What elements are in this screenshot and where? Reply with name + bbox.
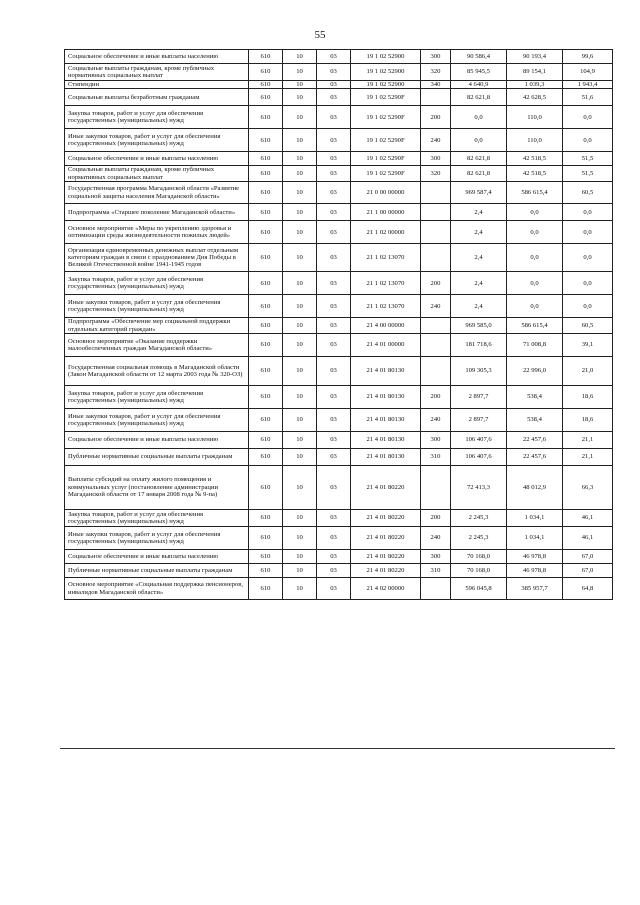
planned-amount: 4 640,9 xyxy=(451,81,507,89)
section-code: 10 xyxy=(283,182,317,204)
table-row xyxy=(65,550,613,564)
budget-table-body xyxy=(65,50,613,600)
admin-code: 610 xyxy=(249,244,283,272)
planned-amount: 0,0 xyxy=(451,129,507,152)
planned-amount: 109 305,3 xyxy=(451,357,507,386)
execution-percent: 0,0 xyxy=(563,221,613,244)
section-code: 10 xyxy=(283,204,317,221)
execution-percent: 104,9 xyxy=(563,64,613,81)
admin-code: 610 xyxy=(249,106,283,129)
subsection-code: 03 xyxy=(317,244,351,272)
expense-type-code xyxy=(421,221,451,244)
actual-amount: 0,0 xyxy=(507,244,563,272)
expense-type-code: 320 xyxy=(421,166,451,182)
execution-percent: 1 943,4 xyxy=(563,81,613,89)
admin-code: 610 xyxy=(249,449,283,466)
admin-code: 610 xyxy=(249,166,283,182)
row-name: Закупка товаров, работ и услуг для обеспечения государственных (муниципальных) нужд xyxy=(65,106,249,129)
section-code: 10 xyxy=(283,409,317,432)
execution-percent: 0,0 xyxy=(563,244,613,272)
subsection-code: 03 xyxy=(317,334,351,357)
admin-code: 610 xyxy=(249,204,283,221)
target-article-code: 21 4 01 80220 xyxy=(351,564,421,578)
admin-code: 610 xyxy=(249,409,283,432)
planned-amount: 72 413,3 xyxy=(451,466,507,510)
section-code: 10 xyxy=(283,449,317,466)
execution-percent: 0,0 xyxy=(563,204,613,221)
table-row xyxy=(65,182,613,204)
target-article-code: 21 4 00 00000 xyxy=(351,318,421,334)
row-name: Основное мероприятие «Социальная поддержка пенсионеров, инвалидов Магаданской области» xyxy=(65,578,249,600)
subsection-code: 03 xyxy=(317,449,351,466)
section-code: 10 xyxy=(283,432,317,449)
target-article-code: 21 4 01 80220 xyxy=(351,510,421,527)
section-code: 10 xyxy=(283,81,317,89)
row-name: Подпрограмма «Обеспечение мер социальной поддержки отдельных категорий граждан» xyxy=(65,318,249,334)
execution-percent: 46,1 xyxy=(563,527,613,550)
execution-percent: 18,6 xyxy=(563,409,613,432)
actual-amount: 89 154,1 xyxy=(507,64,563,81)
planned-amount: 2 245,3 xyxy=(451,527,507,550)
row-name: Основное мероприятие «Меры по укреплению здоровья и оптимизации среды жизнедеятельности пожилых людей» xyxy=(65,221,249,244)
expense-type-code: 240 xyxy=(421,527,451,550)
section-code: 10 xyxy=(283,564,317,578)
target-article-code: 21 4 01 80220 xyxy=(351,527,421,550)
table-row xyxy=(65,204,613,221)
target-article-code: 21 4 01 80220 xyxy=(351,466,421,510)
planned-amount: 181 718,6 xyxy=(451,334,507,357)
admin-code: 610 xyxy=(249,432,283,449)
admin-code: 610 xyxy=(249,152,283,166)
subsection-code: 03 xyxy=(317,409,351,432)
expense-type-code: 240 xyxy=(421,409,451,432)
execution-percent: 21,1 xyxy=(563,449,613,466)
execution-percent: 0,0 xyxy=(563,129,613,152)
actual-amount: 46 978,8 xyxy=(507,564,563,578)
row-name: Стипендии xyxy=(65,81,249,89)
actual-amount: 42 518,5 xyxy=(507,166,563,182)
admin-code: 610 xyxy=(249,81,283,89)
target-article-code: 19 1 02 5290F xyxy=(351,106,421,129)
target-article-code: 21 4 02 00000 xyxy=(351,578,421,600)
subsection-code: 03 xyxy=(317,221,351,244)
expense-type-code: 200 xyxy=(421,386,451,409)
table-row xyxy=(65,221,613,244)
table-row xyxy=(65,89,613,106)
subsection-code: 03 xyxy=(317,182,351,204)
subsection-code: 03 xyxy=(317,166,351,182)
subsection-code: 03 xyxy=(317,510,351,527)
expense-type-code xyxy=(421,318,451,334)
section-code: 10 xyxy=(283,550,317,564)
target-article-code: 21 4 01 80130 xyxy=(351,432,421,449)
actual-amount: 42 518,5 xyxy=(507,152,563,166)
expense-type-code: 310 xyxy=(421,564,451,578)
actual-amount: 22 457,6 xyxy=(507,449,563,466)
admin-code: 610 xyxy=(249,318,283,334)
admin-code: 610 xyxy=(249,510,283,527)
section-code: 10 xyxy=(283,244,317,272)
row-name: Иные закупки товаров, работ и услуг для обеспечения государственных (муниципальных) нужд xyxy=(65,409,249,432)
expense-type-code: 320 xyxy=(421,64,451,81)
subsection-code: 03 xyxy=(317,129,351,152)
admin-code: 610 xyxy=(249,357,283,386)
planned-amount: 82 621,8 xyxy=(451,89,507,106)
section-code: 10 xyxy=(283,50,317,64)
planned-amount: 85 945,5 xyxy=(451,64,507,81)
actual-amount: 538,4 xyxy=(507,386,563,409)
actual-amount: 1 034,1 xyxy=(507,527,563,550)
section-code: 10 xyxy=(283,129,317,152)
expense-type-code xyxy=(421,244,451,272)
subsection-code: 03 xyxy=(317,550,351,564)
actual-amount: 42 628,5 xyxy=(507,89,563,106)
expense-type-code xyxy=(421,578,451,600)
subsection-code: 03 xyxy=(317,295,351,318)
subsection-code: 03 xyxy=(317,204,351,221)
expense-type-code: 300 xyxy=(421,50,451,64)
row-name: Подпрограмма «Старшее поколение Магаданской области» xyxy=(65,204,249,221)
expense-type-code: 300 xyxy=(421,152,451,166)
execution-percent: 99,6 xyxy=(563,50,613,64)
actual-amount: 90 193,4 xyxy=(507,50,563,64)
row-name: Организация единовременных денежных выплат отдельным категориям граждан в связи с празднованием Дня Победы в Великой Отечественной войне 1941-1945 годов xyxy=(65,244,249,272)
admin-code: 610 xyxy=(249,64,283,81)
subsection-code: 03 xyxy=(317,564,351,578)
target-article-code: 21 1 02 13070 xyxy=(351,244,421,272)
table-row xyxy=(65,106,613,129)
execution-percent: 51,5 xyxy=(563,166,613,182)
table-row xyxy=(65,357,613,386)
actual-amount: 22 457,6 xyxy=(507,432,563,449)
section-code: 10 xyxy=(283,166,317,182)
subsection-code: 03 xyxy=(317,466,351,510)
planned-amount: 82 621,8 xyxy=(451,166,507,182)
expense-type-code xyxy=(421,357,451,386)
actual-amount: 0,0 xyxy=(507,295,563,318)
planned-amount: 2,4 xyxy=(451,295,507,318)
table-row xyxy=(65,432,613,449)
target-article-code: 21 4 01 80130 xyxy=(351,357,421,386)
actual-amount: 1 034,1 xyxy=(507,510,563,527)
section-code: 10 xyxy=(283,89,317,106)
row-name: Социальные выплаты гражданам, кроме публичных нормативных социальных выплат xyxy=(65,166,249,182)
admin-code: 610 xyxy=(249,527,283,550)
actual-amount: 1 039,3 xyxy=(507,81,563,89)
table-row xyxy=(65,527,613,550)
planned-amount: 70 168,0 xyxy=(451,564,507,578)
target-article-code: 21 4 01 80130 xyxy=(351,449,421,466)
row-name: Государственная социальная помощь в Магаданской области (Закон Магаданской области от 12 марта 2003 года № 320-ОЗ) xyxy=(65,357,249,386)
actual-amount: 0,0 xyxy=(507,204,563,221)
admin-code: 610 xyxy=(249,578,283,600)
subsection-code: 03 xyxy=(317,386,351,409)
section-code: 10 xyxy=(283,334,317,357)
row-name: Закупка товаров, работ и услуг для обеспечения государственных (муниципальных) нужд xyxy=(65,386,249,409)
row-name: Закупка товаров, работ и услуг для обеспечения государственных (муниципальных) нужд xyxy=(65,510,249,527)
target-article-code: 19 1 02 5290F xyxy=(351,89,421,106)
admin-code: 610 xyxy=(249,564,283,578)
table-row xyxy=(65,166,613,182)
execution-percent: 0,0 xyxy=(563,295,613,318)
table-row xyxy=(65,64,613,81)
row-name: Социальные выплаты гражданам, кроме публичных нормативных социальных выплат xyxy=(65,64,249,81)
planned-amount: 596 045,8 xyxy=(451,578,507,600)
admin-code: 610 xyxy=(249,334,283,357)
row-name: Выплаты субсидий на оплату жилого помещения и коммунальных услуг (постановление администрации Магаданской области от 17 января 2008 года № 9-па) xyxy=(65,466,249,510)
target-article-code: 21 4 01 80130 xyxy=(351,386,421,409)
admin-code: 610 xyxy=(249,295,283,318)
section-code: 10 xyxy=(283,510,317,527)
row-name: Иные закупки товаров, работ и услуг для обеспечения государственных (муниципальных) нужд xyxy=(65,295,249,318)
row-name: Иные закупки товаров, работ и услуг для обеспечения государственных (муниципальных) нужд xyxy=(65,129,249,152)
expense-type-code: 240 xyxy=(421,295,451,318)
page-number: 55 xyxy=(314,29,326,41)
target-article-code: 19 1 02 52900 xyxy=(351,81,421,89)
actual-amount: 46 978,8 xyxy=(507,550,563,564)
execution-percent: 51,6 xyxy=(563,89,613,106)
subsection-code: 03 xyxy=(317,89,351,106)
section-code: 10 xyxy=(283,578,317,600)
table-row xyxy=(65,578,613,600)
expense-type-code: 240 xyxy=(421,129,451,152)
admin-code: 610 xyxy=(249,182,283,204)
target-article-code: 21 4 01 00000 xyxy=(351,334,421,357)
actual-amount: 538,4 xyxy=(507,409,563,432)
actual-amount: 0,0 xyxy=(507,221,563,244)
execution-percent: 21,1 xyxy=(563,432,613,449)
row-name: Публичные нормативные социальные выплаты гражданам xyxy=(65,449,249,466)
footer-separator-line xyxy=(60,748,615,749)
target-article-code: 19 1 02 5290F xyxy=(351,166,421,182)
execution-percent: 60,5 xyxy=(563,318,613,334)
table-row xyxy=(65,272,613,295)
section-code: 10 xyxy=(283,272,317,295)
actual-amount: 586 615,4 xyxy=(507,318,563,334)
planned-amount: 969 587,4 xyxy=(451,182,507,204)
row-name: Государственная программа Магаданской области «Развитие социальной защиты населения Магаданской области» xyxy=(65,182,249,204)
subsection-code: 03 xyxy=(317,432,351,449)
row-name: Иные закупки товаров, работ и услуг для обеспечения государственных (муниципальных) нужд xyxy=(65,527,249,550)
section-code: 10 xyxy=(283,527,317,550)
target-article-code: 21 1 02 00000 xyxy=(351,221,421,244)
row-name: Публичные нормативные социальные выплаты гражданам xyxy=(65,564,249,578)
target-article-code: 19 1 02 5290F xyxy=(351,152,421,166)
actual-amount: 110,0 xyxy=(507,129,563,152)
subsection-code: 03 xyxy=(317,578,351,600)
target-article-code: 21 1 02 13070 xyxy=(351,295,421,318)
planned-amount: 0,0 xyxy=(451,106,507,129)
target-article-code: 19 1 02 52900 xyxy=(351,64,421,81)
target-article-code: 21 4 01 80220 xyxy=(351,550,421,564)
execution-percent: 60,5 xyxy=(563,182,613,204)
expense-type-code xyxy=(421,204,451,221)
admin-code: 610 xyxy=(249,466,283,510)
section-code: 10 xyxy=(283,152,317,166)
table-row xyxy=(65,409,613,432)
execution-percent: 46,1 xyxy=(563,510,613,527)
subsection-code: 03 xyxy=(317,318,351,334)
planned-amount: 2 897,7 xyxy=(451,409,507,432)
section-code: 10 xyxy=(283,106,317,129)
planned-amount: 969 585,0 xyxy=(451,318,507,334)
actual-amount: 586 615,4 xyxy=(507,182,563,204)
admin-code: 610 xyxy=(249,50,283,64)
actual-amount: 385 957,7 xyxy=(507,578,563,600)
expense-type-code xyxy=(421,466,451,510)
subsection-code: 03 xyxy=(317,527,351,550)
table-row xyxy=(65,152,613,166)
row-name: Социальное обеспечение и иные выплаты населению xyxy=(65,50,249,64)
expense-type-code: 300 xyxy=(421,550,451,564)
section-code: 10 xyxy=(283,466,317,510)
subsection-code: 03 xyxy=(317,64,351,81)
subsection-code: 03 xyxy=(317,152,351,166)
admin-code: 610 xyxy=(249,129,283,152)
budget-table xyxy=(64,49,613,600)
expense-type-code: 200 xyxy=(421,510,451,527)
section-code: 10 xyxy=(283,318,317,334)
expense-type-code xyxy=(421,334,451,357)
table-row xyxy=(65,50,613,64)
planned-amount: 90 586,4 xyxy=(451,50,507,64)
section-code: 10 xyxy=(283,221,317,244)
admin-code: 610 xyxy=(249,221,283,244)
actual-amount: 22 996,0 xyxy=(507,357,563,386)
target-article-code: 21 0 00 00000 xyxy=(351,182,421,204)
actual-amount: 110,0 xyxy=(507,106,563,129)
section-code: 10 xyxy=(283,357,317,386)
target-article-code: 19 1 02 52900 xyxy=(351,50,421,64)
admin-code: 610 xyxy=(249,89,283,106)
execution-percent: 67,0 xyxy=(563,550,613,564)
execution-percent: 66,3 xyxy=(563,466,613,510)
admin-code: 610 xyxy=(249,550,283,564)
table-row xyxy=(65,466,613,510)
execution-percent: 18,6 xyxy=(563,386,613,409)
execution-percent: 0,0 xyxy=(563,272,613,295)
table-row xyxy=(65,318,613,334)
actual-amount: 48 012,9 xyxy=(507,466,563,510)
expense-type-code: 310 xyxy=(421,449,451,466)
planned-amount: 2,4 xyxy=(451,204,507,221)
section-code: 10 xyxy=(283,64,317,81)
table-row xyxy=(65,295,613,318)
target-article-code: 21 1 02 13070 xyxy=(351,272,421,295)
planned-amount: 2,4 xyxy=(451,244,507,272)
row-name: Социальные выплаты безработным гражданам xyxy=(65,89,249,106)
planned-amount: 70 168,0 xyxy=(451,550,507,564)
subsection-code: 03 xyxy=(317,50,351,64)
execution-percent: 39,1 xyxy=(563,334,613,357)
table-row xyxy=(65,449,613,466)
execution-percent: 21,0 xyxy=(563,357,613,386)
execution-percent: 67,0 xyxy=(563,564,613,578)
planned-amount: 2 897,7 xyxy=(451,386,507,409)
actual-amount: 71 008,8 xyxy=(507,334,563,357)
target-article-code: 19 1 02 5290F xyxy=(351,129,421,152)
expense-type-code: 200 xyxy=(421,106,451,129)
table-row xyxy=(65,510,613,527)
row-name: Социальное обеспечение и иные выплаты населению xyxy=(65,550,249,564)
planned-amount: 106 407,6 xyxy=(451,449,507,466)
planned-amount: 106 407,6 xyxy=(451,432,507,449)
expense-type-code: 300 xyxy=(421,432,451,449)
planned-amount: 2 245,3 xyxy=(451,510,507,527)
subsection-code: 03 xyxy=(317,81,351,89)
subsection-code: 03 xyxy=(317,106,351,129)
planned-amount: 2,4 xyxy=(451,221,507,244)
row-name: Основное мероприятие «Оказание поддержки малообеспеченных граждан Магаданской области» xyxy=(65,334,249,357)
row-name: Закупка товаров, работ и услуг для обеспечения государственных (муниципальных) нужд xyxy=(65,272,249,295)
execution-percent: 64,8 xyxy=(563,578,613,600)
expense-type-code xyxy=(421,89,451,106)
row-name: Социальное обеспечение и иные выплаты населению xyxy=(65,432,249,449)
section-code: 10 xyxy=(283,295,317,318)
table-row xyxy=(65,564,613,578)
planned-amount: 82 621,8 xyxy=(451,152,507,166)
target-article-code: 21 1 00 00000 xyxy=(351,204,421,221)
table-row xyxy=(65,334,613,357)
section-code: 10 xyxy=(283,386,317,409)
actual-amount: 0,0 xyxy=(507,272,563,295)
table-row xyxy=(65,129,613,152)
table-row xyxy=(65,81,613,89)
target-article-code: 21 4 01 80130 xyxy=(351,409,421,432)
table-row xyxy=(65,244,613,272)
table-row xyxy=(65,386,613,409)
subsection-code: 03 xyxy=(317,272,351,295)
expense-type-code xyxy=(421,182,451,204)
subsection-code: 03 xyxy=(317,357,351,386)
admin-code: 610 xyxy=(249,272,283,295)
expense-type-code: 340 xyxy=(421,81,451,89)
expense-type-code: 200 xyxy=(421,272,451,295)
row-name: Социальное обеспечение и иные выплаты населению xyxy=(65,152,249,166)
execution-percent: 0,0 xyxy=(563,106,613,129)
admin-code: 610 xyxy=(249,386,283,409)
execution-percent: 51,5 xyxy=(563,152,613,166)
planned-amount: 2,4 xyxy=(451,272,507,295)
